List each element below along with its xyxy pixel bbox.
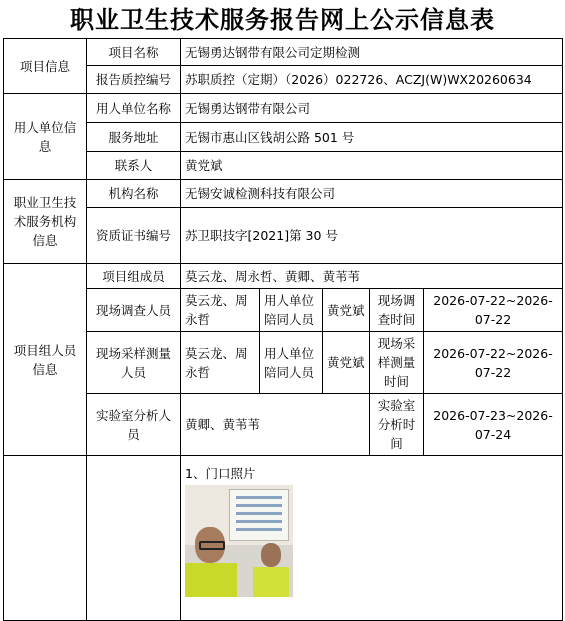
- agency-name-value: 无锡安诚检测科技有限公司: [181, 180, 563, 208]
- survey-staff-value: 莫云龙、周永哲: [181, 289, 260, 332]
- table-row: [4, 94, 563, 123]
- service-address-value: 无锡市惠山区钱胡公路 501 号: [181, 123, 563, 152]
- cert-number-value: 苏卫职技字[2021]第 30 号: [181, 208, 563, 264]
- lab-staff-value: 黄卿、黄苇苇: [181, 394, 370, 456]
- table-row: [4, 66, 563, 94]
- members-label: 项目组成员: [87, 264, 181, 289]
- report-number-label: 报告质控编号: [87, 66, 181, 94]
- lab-time-label: 实验室分析时间: [370, 394, 424, 456]
- cert-number-label: 资质证书编号: [87, 208, 181, 264]
- disclosure-table: [3, 38, 563, 621]
- agency-section-label: 职业卫生技术服务机构信息: [4, 180, 87, 264]
- employer-name-value: 无锡勇达钢带有限公司: [181, 94, 563, 123]
- survey-accompany-value: 黄党斌: [323, 289, 370, 332]
- table-row: [4, 394, 563, 456]
- sampling-staff-value: 莫云龙、周永哲: [181, 332, 260, 394]
- table-row: [4, 180, 563, 208]
- photo-person-1-glasses: [199, 541, 225, 550]
- table-row: [4, 332, 563, 394]
- contact-label: 联系人: [87, 152, 181, 180]
- lab-staff-label: 实验室分析人员: [87, 394, 181, 456]
- table-row: [4, 208, 563, 264]
- survey-time-value: 2026-07-22~2026-07-22: [424, 289, 563, 332]
- contact-value: 黄党斌: [181, 152, 563, 180]
- photo-person-2-vest: [253, 567, 289, 597]
- employer-section-label: 用人单位信息: [4, 94, 87, 180]
- sampling-accompany-value: 黄党斌: [323, 332, 370, 394]
- photo-cell: [181, 456, 563, 621]
- photo-person-2-head: [261, 543, 281, 567]
- survey-accompany-label: 用人单位陪同人员: [260, 289, 323, 332]
- report-number-value: 苏职质控（定期）（2026）022726、ACZJ(W)WX20260634: [181, 66, 563, 94]
- service-address-label: 服务地址: [87, 123, 181, 152]
- table-row: [4, 152, 563, 180]
- project-info-section-label: 项目信息: [4, 39, 87, 94]
- table-row: [4, 39, 563, 66]
- members-value: 莫云龙、周永哲、黄卿、黄苇苇: [181, 264, 563, 289]
- personnel-section-label: 项目组人员信息: [4, 264, 87, 456]
- project-name-label: 项目名称: [87, 39, 181, 66]
- photo-side-cell: [4, 456, 87, 621]
- page-title: 职业卫生技术服务报告网上公示信息表: [70, 6, 495, 34]
- agency-name-label: 机构名称: [87, 180, 181, 208]
- table-row: [4, 456, 563, 621]
- sampling-time-value: 2026-07-22~2026-07-22: [424, 332, 563, 394]
- table-row: [4, 289, 563, 332]
- gate-photo: [185, 485, 293, 597]
- survey-staff-label: 现场调查人员: [87, 289, 181, 332]
- photo-side-cell: [87, 456, 181, 621]
- survey-time-label: 现场调查时间: [370, 289, 424, 332]
- table-row: [4, 123, 563, 152]
- sampling-time-label: 现场采样测量时间: [370, 332, 424, 394]
- employer-name-label: 用人单位名称: [87, 94, 181, 123]
- project-name-value: 无锡勇达钢带有限公司定期检测: [181, 39, 563, 66]
- gate-photo-label: 1、门口照片: [185, 466, 256, 481]
- photo-person-1-vest: [185, 563, 237, 597]
- sampling-staff-label: 现场采样测量人员: [87, 332, 181, 394]
- lab-time-value: 2026-07-23~2026-07-24: [424, 394, 563, 456]
- photo-notice-board: [229, 489, 289, 541]
- table-row: [4, 264, 563, 289]
- sampling-accompany-label: 用人单位陪同人员: [260, 332, 323, 394]
